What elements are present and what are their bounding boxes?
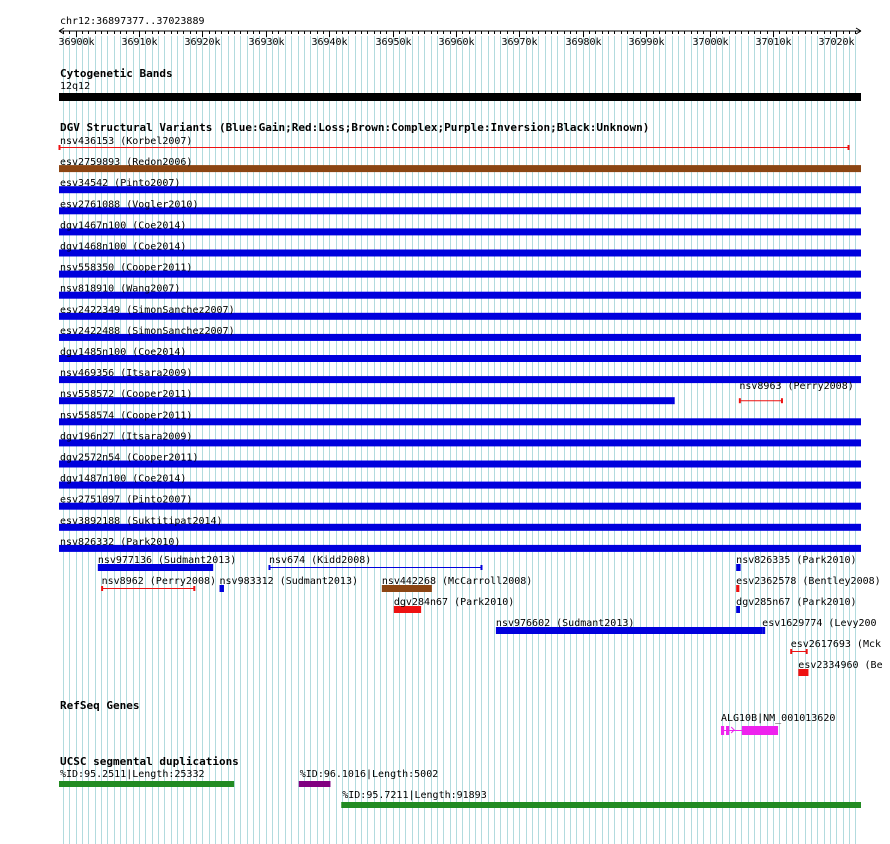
ruler-track	[58, 16, 861, 48]
dgv-features	[59, 136, 883, 676]
ruler-tick-label: 36940k	[311, 37, 348, 48]
segdup-label: %ID:96.1016|Length:5002	[299, 769, 439, 780]
region-label: chr12:36897377..37023889	[60, 16, 205, 27]
segdup-bar	[299, 781, 331, 787]
dgv-variant-packed[interactable]	[798, 660, 882, 676]
dgv-variant-label: esv3892188 (Suktitipat2014)	[60, 515, 223, 527]
refseq-gene[interactable]	[721, 713, 835, 735]
dgv-variant-label: nsv8962 (Perry2008)	[101, 576, 217, 587]
dgv-variant-row[interactable]	[59, 178, 861, 193]
dgv-variant-label: esv2751097 (Pinto2007)	[60, 494, 193, 506]
cytoband-bar[interactable]	[59, 93, 861, 101]
gene-exon	[726, 726, 729, 735]
segdup-features	[59, 769, 861, 808]
dgv-track	[59, 121, 883, 676]
segdup-track	[59, 755, 861, 808]
refseq-track	[60, 699, 835, 735]
dgv-variant-row[interactable]	[59, 516, 861, 531]
dgv-variant-row[interactable]	[59, 157, 861, 172]
ruler-tick-label: 36980k	[565, 37, 602, 48]
dgv-variant-packed[interactable]	[382, 576, 533, 592]
dgv-variant-row[interactable]	[59, 389, 675, 404]
ruler-tick-label: 36960k	[438, 37, 475, 48]
dgv-variant-label: nsv983312 (Sudmant2013)	[219, 576, 359, 587]
dgv-variant-label: dgv1487n100 (Coe2014)	[60, 473, 187, 485]
cytoband-label: 12q12	[60, 81, 91, 92]
segdup-feature[interactable]	[59, 769, 234, 787]
dgv-variant-label: nsv977136 (Sudmant2013)	[97, 555, 237, 566]
dgv-variant-label: nsv469356 (Itsara2009)	[60, 368, 193, 380]
dgv-variant-row[interactable]	[59, 410, 861, 425]
dgv-variant-label: nsv558350 (Cooper2011)	[60, 262, 193, 274]
dgv-variant-row[interactable]	[59, 453, 861, 468]
dgv-variant-row[interactable]	[59, 284, 861, 299]
dgv-variant-label: dgv196n27 (Itsara2009)	[60, 431, 193, 443]
ruler-tick-label: 36910k	[121, 37, 158, 48]
segdup-label: %ID:95.2511|Length:25332	[60, 769, 205, 780]
dgv-variant-label: nsv674 (Kidd2008)	[268, 555, 372, 566]
dgv-variant-label: esv34542 (Pinto2007)	[60, 178, 181, 190]
segdup-bar	[59, 781, 234, 787]
dgv-variant-row[interactable]	[59, 326, 861, 341]
dgv-variant-packed[interactable]	[791, 639, 881, 654]
refseq-track-title: RefSeq Genes	[60, 699, 140, 712]
ruler-tick-label: 36970k	[501, 37, 538, 48]
dgv-variant-label: dgv285n67 (Park2010)	[736, 597, 857, 608]
dgv-variant-row[interactable]	[59, 347, 861, 362]
dgv-track-title: DGV Structural Variants (Blue:Gain;Red:Loss;Brown:Complex;Purple:Inversion;Black:Unknown)	[60, 121, 650, 134]
dgv-variant-packed[interactable]	[394, 597, 514, 613]
dgv-variant-label: nsv442268 (McCarroll2008)	[381, 576, 533, 587]
gene-exon	[742, 726, 778, 735]
ruler-tick-label: 37020k	[818, 37, 855, 48]
dgv-variant-label: esv2761088 (Vogler2010)	[60, 199, 199, 211]
segdup-bar	[341, 802, 861, 808]
dgv-variant-label: nsv8963 (Perry2008)	[739, 381, 854, 393]
dgv-variant-label: dgv1467n100 (Coe2014)	[60, 220, 187, 232]
ruler-tick-label: 37010k	[755, 37, 792, 48]
dgv-variant-label: nsv818910 (Wang2007)	[60, 283, 181, 295]
dgv-variant-label: esv2759893 (Redon2006)	[60, 157, 193, 169]
dgv-variant-label: nsv826335 (Park2010)	[736, 555, 857, 566]
dgv-variant-label: dgv1485n100 (Coe2014)	[60, 347, 187, 358]
dgv-variant-label: nsv826332 (Park2010)	[60, 536, 181, 548]
dgv-variant-row[interactable]	[59, 220, 861, 235]
dgv-variant-label: nsv976602 (Sudmant2013)	[495, 618, 635, 629]
cytoband-track[interactable]	[59, 67, 861, 101]
segdup-feature[interactable]	[299, 769, 438, 787]
cytoband-track-title: Cytogenetic Bands	[60, 67, 173, 80]
ruler-tick-label: 36990k	[628, 37, 665, 48]
dgv-variant-row[interactable]	[59, 263, 861, 278]
dgv-variant-row[interactable]	[59, 242, 861, 257]
dgv-variant-row[interactable]	[59, 136, 849, 150]
dgv-variant-row[interactable]	[59, 495, 861, 510]
dgv-variant-row[interactable]	[59, 537, 861, 552]
gene-exon	[721, 726, 724, 735]
ruler-tick-label: 36930k	[248, 37, 285, 48]
dgv-variant-label: esv2422349 (SimonSanchez2007)	[60, 304, 235, 316]
dgv-variant-label: nsv436153 (Korbel2007)	[60, 136, 193, 147]
ruler-tick-label: 36920k	[184, 37, 221, 48]
dgv-variant-label: esv2362578 (Bentley2008)	[736, 576, 881, 587]
dgv-variant-label: dgv1468n100 (Coe2014)	[60, 241, 187, 253]
segdup-track-title: UCSC segmental duplications	[60, 755, 239, 768]
segdup-label: %ID:95.7211|Length:91893	[342, 790, 487, 801]
dgv-variant-label: esv2334960 (Be	[798, 660, 883, 671]
dgv-variant-label: dgv284n67 (Park2010)	[393, 597, 515, 608]
ruler-tick-label: 37000k	[692, 37, 729, 48]
dgv-variant-label: nsv558574 (Cooper2011)	[60, 410, 193, 422]
dgv-variant-row[interactable]	[59, 431, 861, 446]
dgv-variant-row[interactable]	[59, 199, 861, 214]
ruler-tick-label: 36950k	[375, 37, 412, 48]
segdup-feature[interactable]	[341, 790, 861, 808]
dgv-variant-packed[interactable]	[102, 576, 216, 591]
dgv-variant-label: esv2617693 (Mck	[790, 639, 882, 650]
ruler-tick-label: 36900k	[58, 37, 95, 48]
dgv-variant-packed[interactable]	[736, 576, 881, 592]
dgv-variant-label: esv2422488 (SimonSanchez2007)	[60, 325, 235, 337]
dgv-variant-label: nsv558572 (Cooper2011)	[60, 389, 193, 401]
dgv-variant-label: dgv2572n54 (Cooper2011)	[60, 452, 199, 464]
gene-label: ALG10B|NM_001013620	[720, 713, 836, 724]
dgv-variant-label: esv1629774 (Levy200	[762, 618, 877, 629]
dgv-variant-row[interactable]	[59, 474, 861, 489]
dgv-variant-row[interactable]	[59, 305, 861, 320]
